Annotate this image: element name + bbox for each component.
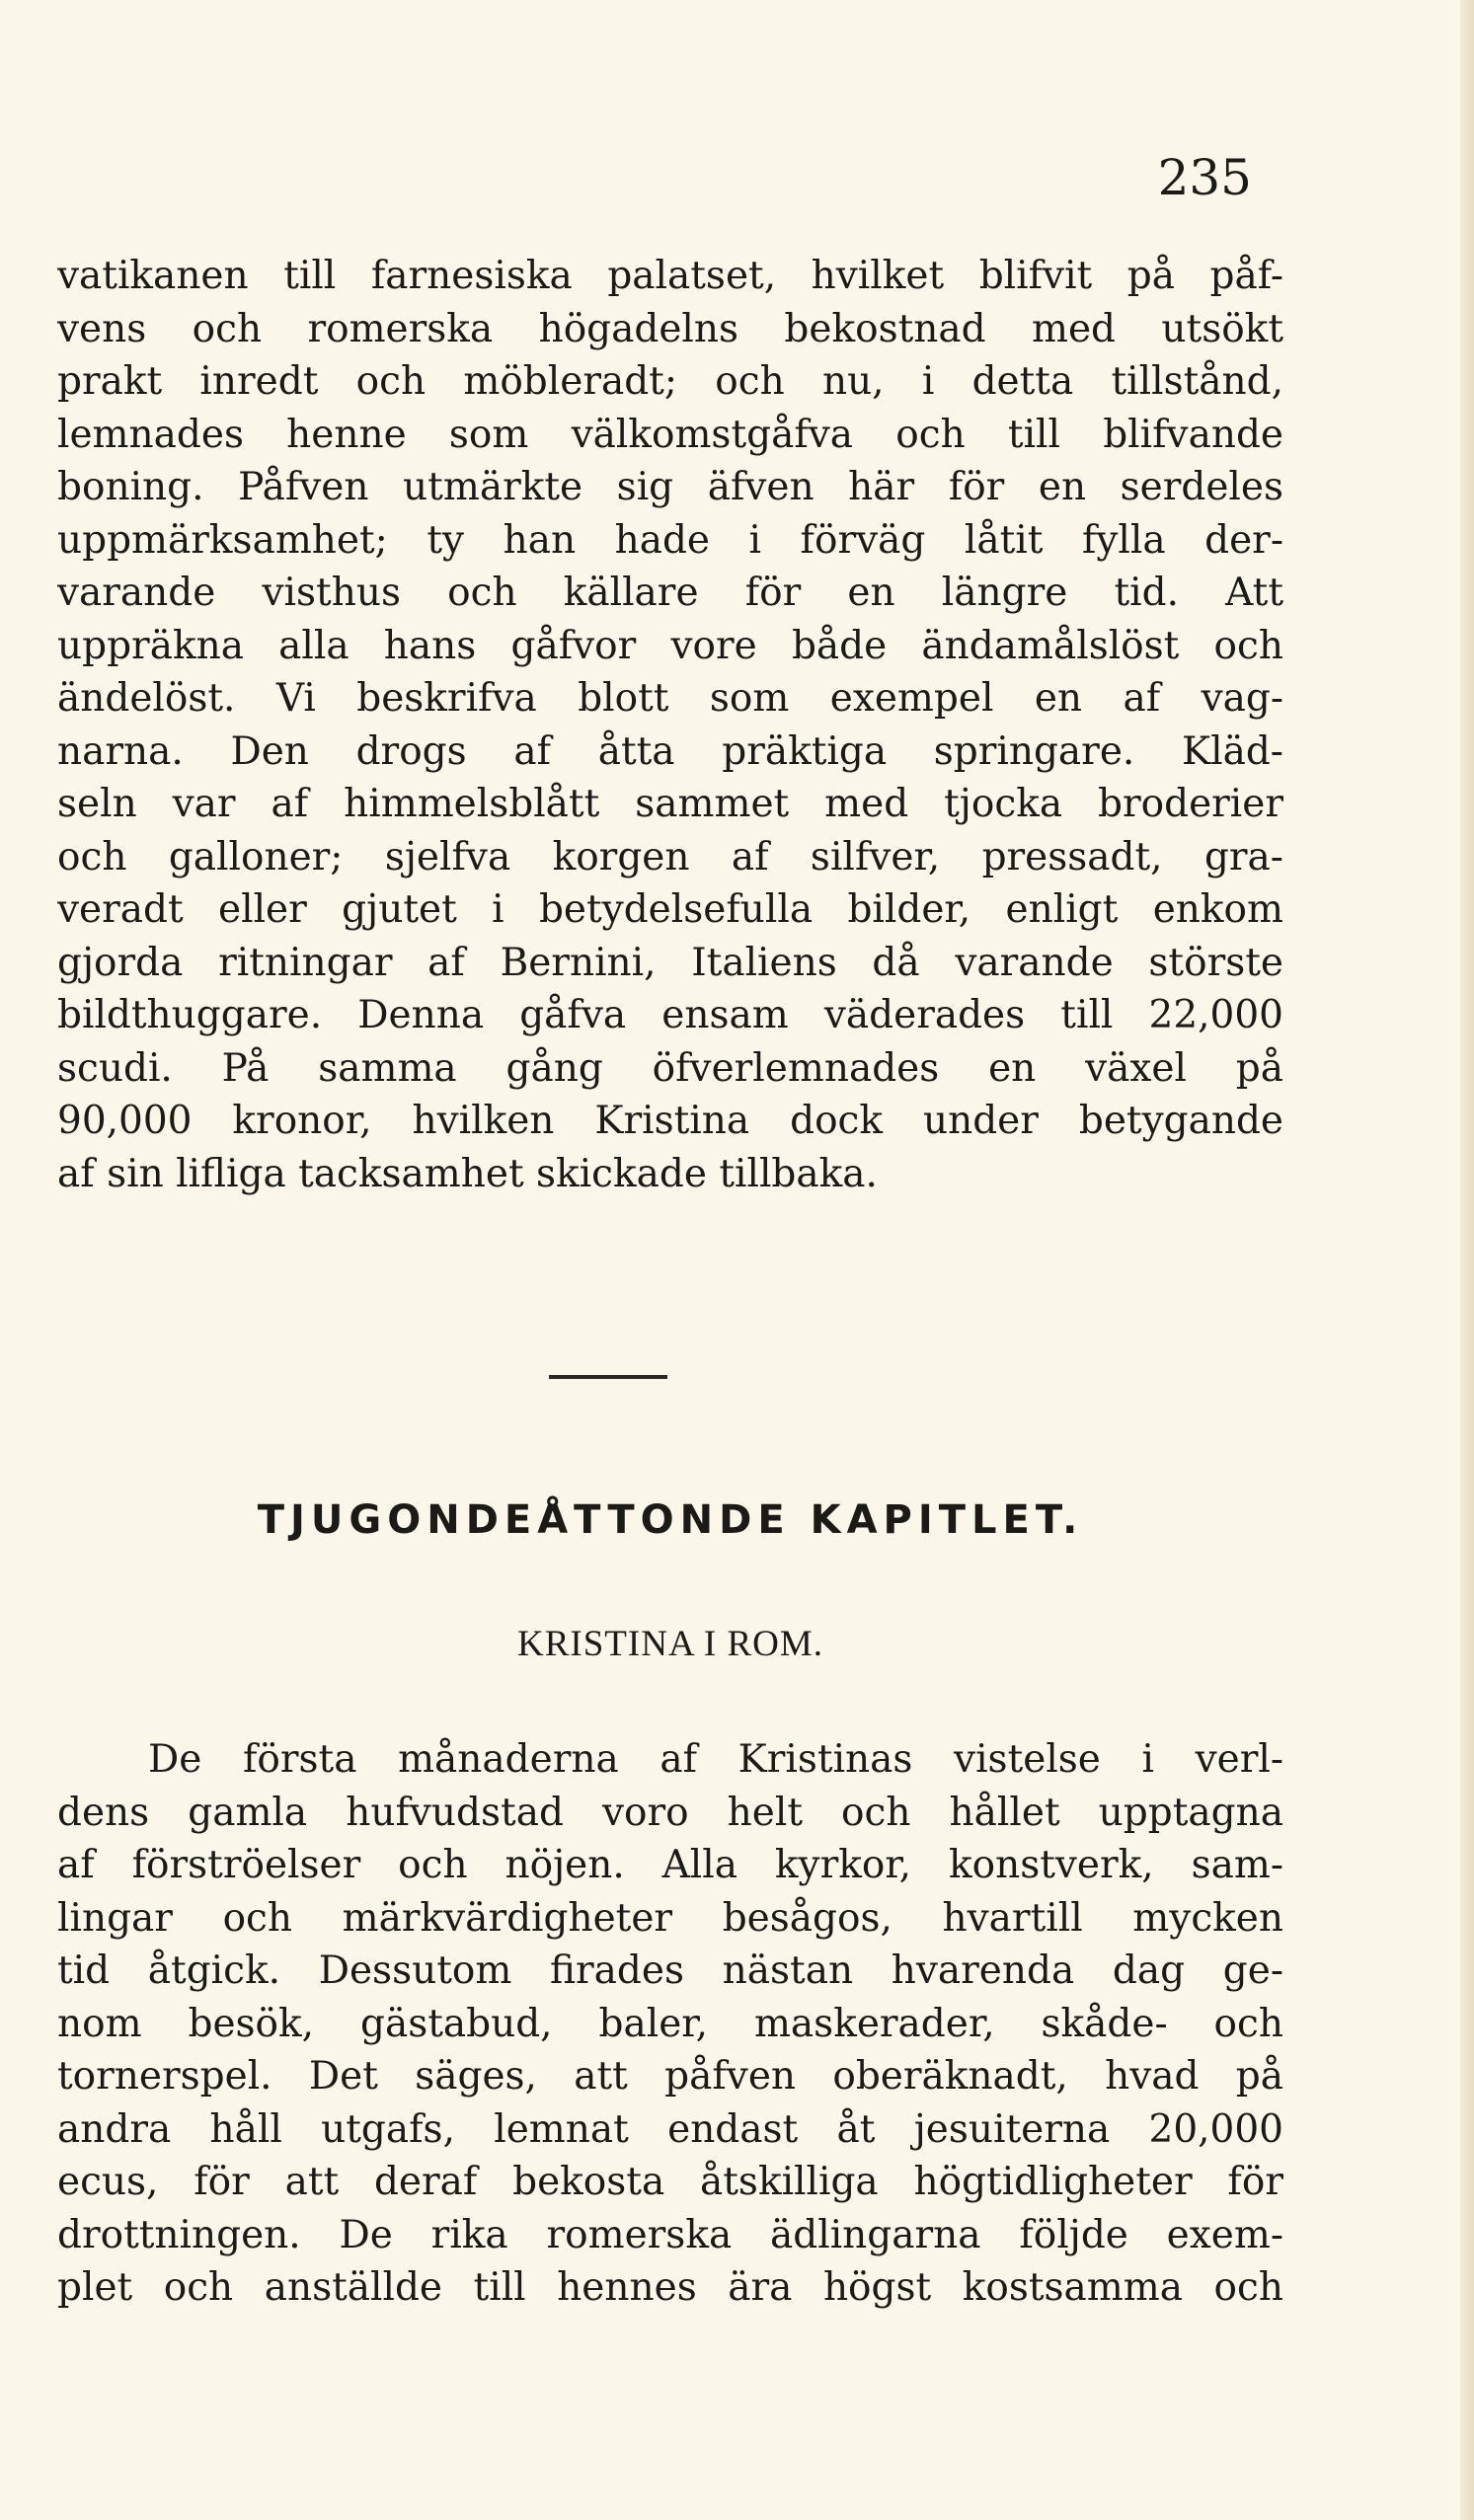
text-line: af sin lifliga tacksamhet skickade tillbaka. bbox=[57, 1151, 878, 1196]
text-line: andra håll utgafs, lemnat endast åt jesuiterna 20,000 bbox=[57, 2106, 1283, 2152]
chapter-subtitle: KRISTINA I ROM. bbox=[517, 1624, 823, 1664]
text-line: drottningen. De rika romerska ädlingarna följde exem- bbox=[57, 2212, 1283, 2257]
text-line: vens och romerska högadelns bekostnad med utsökt bbox=[57, 306, 1283, 351]
text-line: De första månaderna af Kristinas vistelse i verl- bbox=[148, 1737, 1283, 1782]
text-line: 90,000 kronor, hvilken Kristina dock under betygande bbox=[57, 1099, 1283, 1143]
text-line: scudi. På samma gång öfverlemnades en växel på bbox=[57, 1045, 1283, 1091]
text-line: boning. Påfven utmärkte sig äfven här för en serdeles bbox=[57, 465, 1283, 509]
text-line: dens gamla hufvudstad voro helt och hållet upptagna bbox=[57, 1790, 1283, 1835]
text-line: gjorda ritningar af Bernini, Italiens då varande störste bbox=[57, 940, 1283, 985]
text-line: prakt inredt och möbleradt; och nu, i detta tillstånd, bbox=[57, 359, 1283, 404]
text-line: nom besök, gästabud, baler, maskerader, skåde- och bbox=[57, 2001, 1283, 2046]
text-line: uppmärksamhet; ty han hade i förväg låtit fylla der- bbox=[57, 517, 1283, 563]
text-line: vatikanen till farnesiska palatset, hvilket blifvit på påf- bbox=[57, 254, 1283, 298]
paragraph-1 bbox=[57, 250, 1283, 1200]
text-line: lingar och märkvärdigheter besågos, hvartill mycken bbox=[57, 1895, 1283, 1941]
text-line: bildthuggare. Denna gåfva ensam väderades till 22,000 bbox=[57, 993, 1283, 1037]
text-line: narna. Den drogs af åtta präktiga springare. Kläd- bbox=[57, 728, 1283, 774]
text-line: seln var af himmelsblått sammet med tjocka broderier bbox=[57, 782, 1283, 826]
section-divider-rule bbox=[549, 1375, 667, 1379]
text-line: ecus, för att deraf bekosta åtskilliga högtidligheter för bbox=[57, 2160, 1283, 2204]
text-line: af förströelser och nöjen. Alla kyrkor, konstverk, sam- bbox=[57, 1843, 1283, 1887]
paragraph-2 bbox=[57, 1733, 1283, 2315]
text-line: uppräkna alla hans gåfvor vore både ändamålslöst och bbox=[57, 623, 1283, 668]
page-number: 235 bbox=[1157, 149, 1252, 206]
page-edge bbox=[1460, 0, 1474, 2520]
text-line: och galloner; sjelfva korgen af silfver, pressadt, gra- bbox=[57, 834, 1283, 879]
text-line: varande visthus och källare för en längre tid. Att bbox=[57, 571, 1283, 615]
text-line: tornerspel. Det säges, att påfven oberäknadt, hvad på bbox=[57, 2054, 1283, 2099]
text-line: ändelöst. Vi beskrifva blott som exempel en af vag- bbox=[57, 676, 1283, 721]
chapter-heading: TJUGONDEÅTTONDE KAPITLET. bbox=[257, 1497, 1084, 1543]
text-line: plet och anställde till hennes ära högst kostsamma och bbox=[57, 2265, 1283, 2310]
text-line: veradt eller gjutet i betydelsefulla bilder, enligt enkom bbox=[57, 887, 1283, 932]
text-line: lemnades henne som välkomstgåfva och till blifvande bbox=[57, 412, 1283, 457]
text-line: tid åtgick. Dessutom firades nästan hvarenda dag ge- bbox=[57, 1948, 1283, 1993]
